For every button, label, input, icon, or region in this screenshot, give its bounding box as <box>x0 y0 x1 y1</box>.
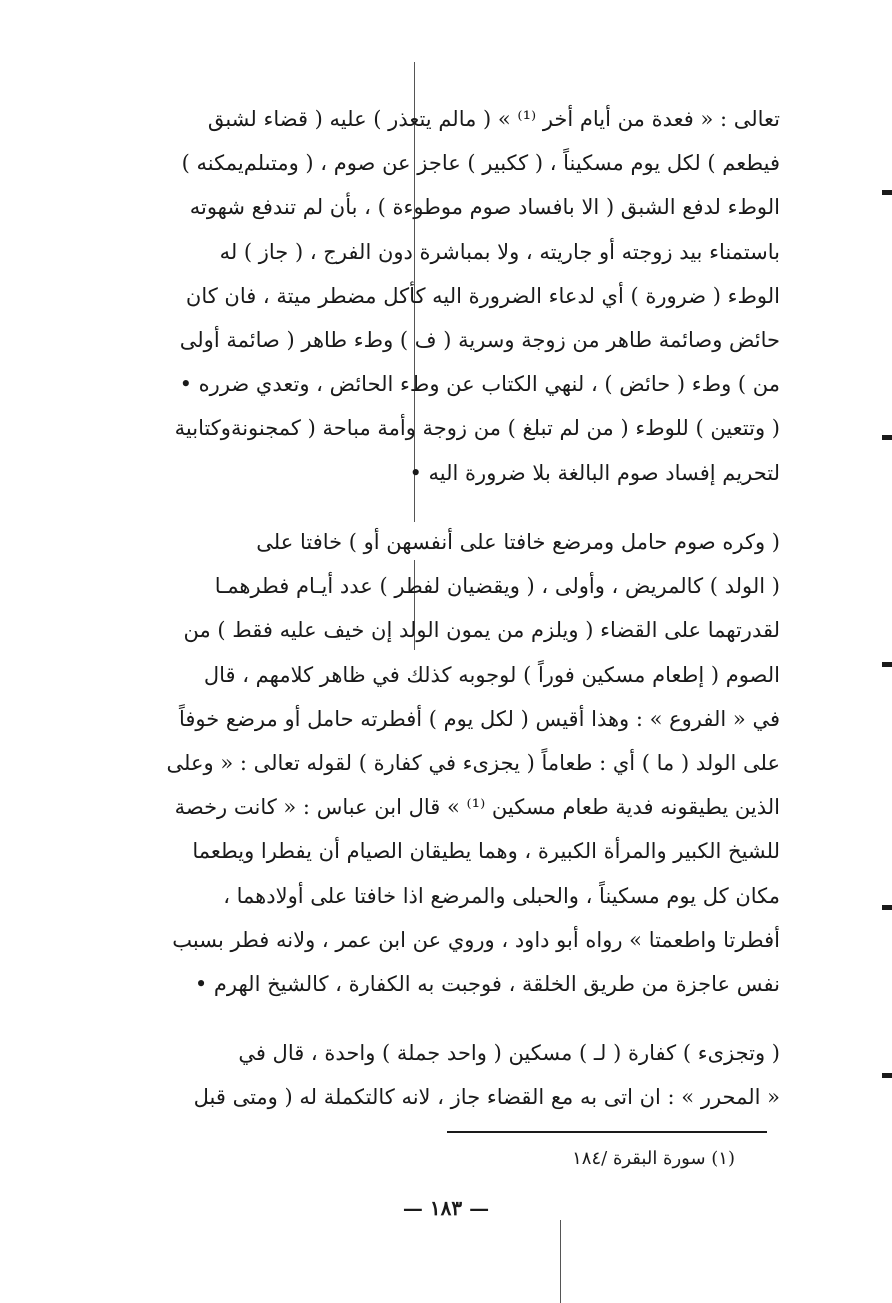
text-line: الصوم ( إطعام مسكين فوراً ) لوجوبه كذلك في ظاهر كلامهم ، قال <box>203 662 780 687</box>
text-line: تعالى : « فعدة من أيام أخر ⁽¹⁾ » ( مالم يتعذر ) عليه ( قضاء لشبق <box>207 107 780 131</box>
page-edge-mark <box>882 435 892 440</box>
text-line: في « الفروع » : وهذا أقيس ( لكل يوم ) أفطرته حامل أو مرضع خوفاً <box>178 706 780 731</box>
text-line: الوطء لدفع الشبق ( الا بافساد صوم موطوءة ) ، بأن لم تندفع شهوته <box>189 195 780 220</box>
paragraph <box>140 520 780 1006</box>
text-line: للشيخ الكبير والمرأة الكبيرة ، وهما يطيقان الصيام أن يفطرا ويطعما <box>192 839 780 864</box>
page-edge-mark <box>882 1073 892 1078</box>
text-line: باستمناء بيد زوجته أو جاريته ، ولا بمباشرة دون الفرج ، ( جاز ) له <box>219 239 780 264</box>
page-edge-mark <box>882 190 892 195</box>
text-line: ( وكره صوم حامل ومرضع خافتا على أنفسهن أو ) خافتا على <box>256 530 780 554</box>
text-line: لتحريم إفساد صوم البالغة بلا ضرورة اليه • <box>409 460 780 485</box>
text-line: الوطء ( ضرورة ) أي لدعاء الضرورة اليه كأكل مضطر ميتة ، فان كان <box>185 283 780 308</box>
paragraph <box>140 1031 780 1119</box>
text-line: من ) وطء ( حائض ) ، لنهي الكتاب عن وطء الحائض ، وتعدي ضرره • <box>179 372 780 397</box>
text-line: على الولد ( ما ) أي : طعاماً ( يجزىء في كفارة ) لقوله تعالى : « وعلى <box>166 750 780 775</box>
text-line: لقدرتهما على القضاء ( ويلزم من يمون الولد إن خيف عليه فقط ) من <box>183 618 780 643</box>
text-line: ( الولد ) كالمريض ، وأولى ، ( ويقضيان لفطر ) عدد أيـام فطرهمـا <box>214 574 780 599</box>
text-line: نفس عاجزة من طريق الخلقة ، فوجبت به الكفارة ، كالشيخ الهرم • <box>194 971 780 996</box>
binding-shadow-line <box>560 1220 561 1303</box>
text-line: « المحرر » : ان اتى به مع القضاء جاز ، لانه كالتكملة له ( ومتى قبل <box>193 1085 780 1110</box>
text-line: فيطعم ) لكل يوم مسكيناً ، ( ككبير ) عاجز عن صوم ، ( ومتىلم‌يمكنه ) <box>181 151 780 176</box>
paragraph <box>140 97 780 495</box>
text-line: حائض وصائمة طاهر من زوجة وسرية ( ف ) وطء طاهر ( صائمة أولى <box>179 327 780 352</box>
text-line: الذين يطيقونه فدية طعام مسكين ⁽¹⁾ » قال ابن عباس : « كانت رخصة <box>174 795 780 820</box>
text-line: ( وتجزىء ) كفارة ( لـ ) مسكين ( واحد جملة ) واحدة ، قال في <box>238 1041 780 1065</box>
page-edge-mark <box>882 662 892 667</box>
footnote: (١) سورة البقرة /١٨٤ <box>572 1148 735 1169</box>
footnote-separator <box>447 1131 767 1133</box>
page-number: — ١٨٣ — <box>402 1196 490 1220</box>
page-edge-mark <box>882 905 892 910</box>
text-line: مكان كل يوم مسكيناً ، والحبلى والمرضع اذا خافتا على أولادهما ، <box>223 883 780 908</box>
text-line: أفطرتا واطعمتا » رواه أبو داود ، وروي عن ابن عمر ، ولانه فطر بسبب <box>172 927 780 952</box>
text-line: ( وتتعين ) للوطء ( من لم تبلغ ) من زوجة وأمة مباحة ( كمجنونةوكتابية <box>174 416 780 441</box>
